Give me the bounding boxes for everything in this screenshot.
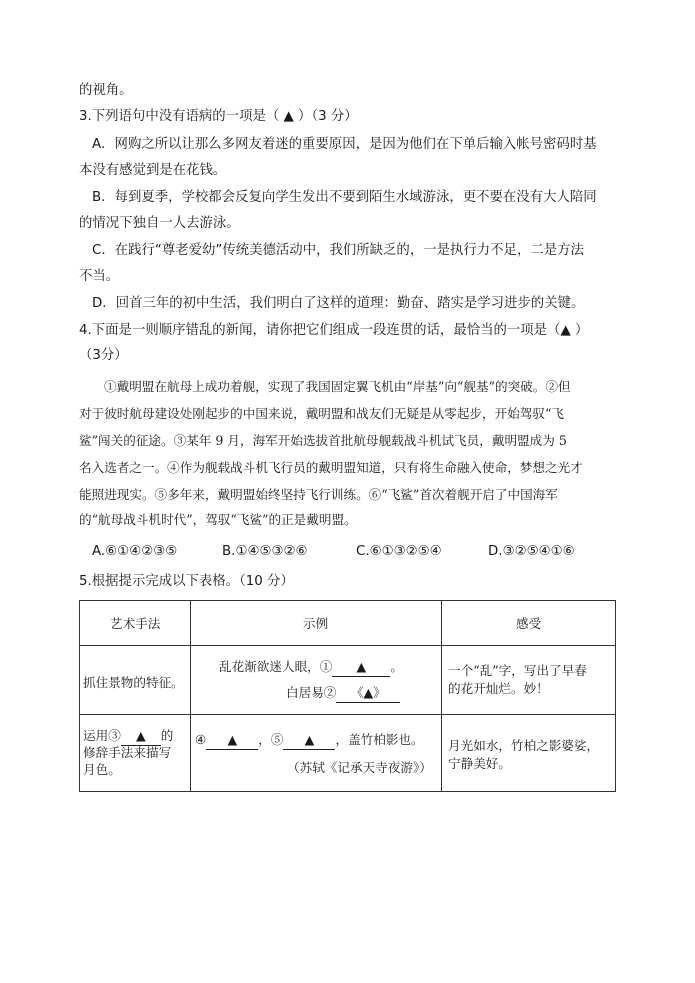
option-b-line-2: 的情况下独自一人去游泳。 (79, 216, 240, 231)
option-c-line-2: 不当。 (79, 269, 120, 284)
text-line-fragment: 的视角。 (79, 83, 133, 98)
answer-blank-3[interactable]: ▲ (121, 727, 161, 746)
table-header-technique: 艺术手法 (80, 601, 191, 646)
table-row-1-technique: 抓住景物的特征。 (80, 646, 191, 715)
option-d-line: D．回首三年的初中生活，我们明白了这样的道理：勤奋、踏实是学习进步的关键。 (92, 296, 585, 311)
option-c-line-1: C．在践行“尊老爱幼”传统美德活动中，我们所缺乏的，一是执行力不足，二是方法 (92, 243, 584, 258)
table-header-example: 示例 (191, 601, 442, 646)
passage-line-6: 的“航母战斗机时代”，驾驭“飞鲨”的正是戴明盟。 (79, 512, 357, 527)
table-header-feeling: 感受 (442, 601, 616, 646)
question-3-title: 3.下列语句中没有语病的一项是（ ▲ ）（3 分） (79, 109, 358, 124)
answer-option-d: D.③②⑤④①⑥ (488, 544, 575, 559)
table-row-2-feeling: 月光如水，竹柏之影婆娑， 宁静美好。 (442, 715, 616, 792)
answer-blank-2[interactable]: 《▲》 (336, 684, 400, 703)
question-4-title: 4.下面是一则顺序错乱的新闻，请你把它们组成一段连贯的话，最恰当的一项是（▲ ） (79, 323, 589, 338)
answer-blank-4[interactable]: ▲ (206, 731, 258, 750)
answer-option-b: B.①④⑤③②⑥ (222, 544, 308, 559)
option-a-line-2: 本没有感觉到是在花钱。 (79, 163, 227, 178)
table-row-2-example: ④ ▲ ，⑤ ▲ ，盖竹柏影也。 （苏轼《记承天寺夜游》） (191, 715, 442, 792)
question-5-title: 5.根据提示完成以下表格。（10 分） (79, 574, 294, 589)
question-4-score: （3分） (79, 348, 128, 363)
answer-table (79, 600, 616, 792)
passage-line-1: ①戴明盟在航母上成功着舰，实现了我国固定翼飞机由“岸基”向“舰基”的突破。②但 (104, 379, 571, 394)
passage-line-4: 名入选者之一。④作为舰载战斗机飞行员的戴明盟知道，只有将生命融入使命，梦想之光才 (79, 460, 583, 475)
passage-line-2: 对于彼时航母建设处刚起步的中国来说，戴明盟和战友们无疑是从零起步，开始驾驭“飞 (79, 406, 565, 421)
answer-option-c: C.⑥①③②⑤④ (356, 544, 442, 559)
table-row-1-feeling: 一个“乱”字，写出了早春 的花开灿烂。妙！ (442, 646, 616, 715)
passage-line-5: 能照进现实。⑤多年来，戴明盟始终坚持飞行训练。⑥“飞鲨”首次着舰开启了中国海军 (79, 487, 558, 502)
source-citation: （苏轼《记承天寺夜游》） (287, 760, 432, 775)
answer-blank-1[interactable]: ▲ (332, 658, 390, 677)
table-row-1-example: 乱花渐欲迷人眼，① ▲ 。 白居易② 《▲》 (191, 646, 442, 715)
option-b-line-1: B．每到夏季，学校都会反复向学生发出不要到陌生水域游泳，更不要在没有大人陪同 (92, 190, 597, 205)
option-a-line-1: A．网购之所以让那么多网友着迷的重要原因，是因为他们在下单后输入帐号密码时基 (92, 137, 597, 152)
passage-line-3: 鲨”闯关的征途。③某年 9 月，海军开始选拔首批航母舰载战斗机试飞员，戴明盟成为 5 (79, 433, 567, 448)
answer-blank-5[interactable]: ▲ (283, 731, 335, 750)
answer-option-a: A.⑥①④②③⑤ (92, 544, 178, 559)
table-row-2-technique: 运用③ ▲ 的 修辞手法来描写 月色。 (80, 715, 191, 792)
